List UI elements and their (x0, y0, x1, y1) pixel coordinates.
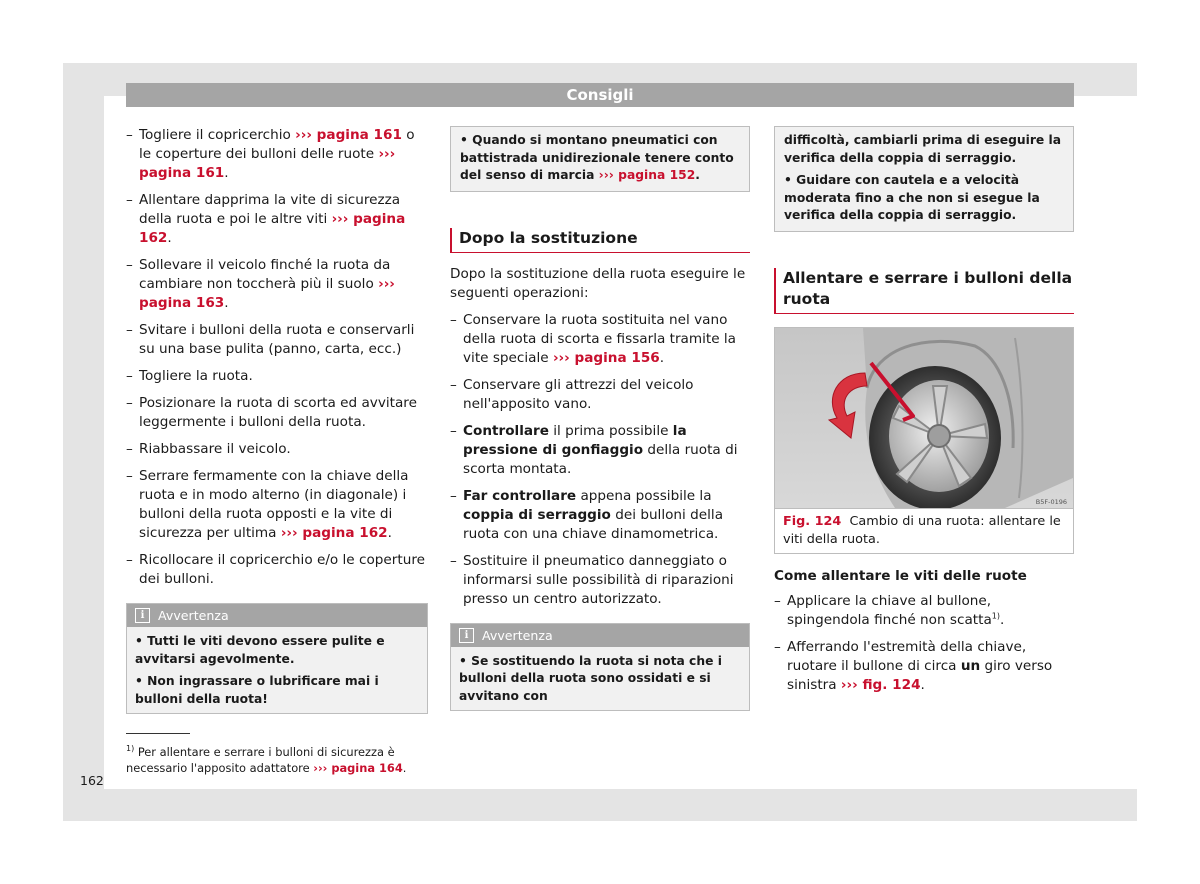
figure-code: B5F-0196 (1035, 497, 1067, 506)
text: . (659, 349, 665, 366)
text: Riabbassare il veicolo. (139, 441, 291, 457)
page-link[interactable] (599, 168, 696, 182)
link-marker: ››› (295, 127, 312, 143)
text: Svitare i bulloni della ruota e conservarli su una base pulita (panno, carta, ecc.) (139, 322, 415, 357)
list-item (126, 321, 428, 359)
section-title: Dopo la sostituzione (450, 228, 750, 253)
list-item (126, 467, 428, 543)
warning-text: • Non ingrassare o lubrificare mai i bulloni della ruota! (135, 674, 379, 706)
link-marker: ››› (331, 211, 349, 227)
note-box (450, 126, 750, 192)
list-item (774, 638, 1074, 695)
list-item (126, 367, 428, 386)
list-item (450, 311, 750, 368)
warning-box (450, 623, 750, 712)
bold-text: coppia di serraggio (463, 506, 611, 523)
list-dash: – (126, 368, 133, 384)
list-item (450, 376, 750, 414)
list-dash: – (126, 552, 133, 568)
list-item (450, 422, 750, 479)
warning-text: • Se sostituendo la ruota si nota che i bulloni della ruota sono ossidati e si avvitano con (459, 653, 722, 703)
link-text: pagina 162 (139, 211, 406, 246)
note-text: • Quando si montano pneumatici con battistrada unidirezionale tenere conto del senso di marcia (460, 133, 734, 182)
footnote-divider (126, 733, 190, 734)
info-icon: i (135, 608, 150, 623)
list-dash: – (126, 468, 133, 484)
list-item (126, 256, 428, 313)
page-link[interactable] (553, 350, 660, 366)
link-marker: ››› (552, 349, 570, 366)
figure-label: Fig. 124 (783, 513, 842, 529)
footnote-text: Per allentare e serrare i bulloni di sicurezza è necessario l'apposito adattatore (126, 745, 395, 775)
warning-body (127, 627, 427, 713)
text: Sostituire il pneumatico danneggiato o informarsi sulle possibilità di riparazioni presso un centro autorizzato. (463, 552, 734, 607)
list-dash: – (450, 422, 457, 439)
text: Ricollocare il copricerchio e/o le coperture dei bulloni. (139, 552, 425, 587)
text: . (224, 295, 229, 311)
note-text: • Guidare con cautela e a velocità moderata fino a che non si esegue la verifica della coppia di serraggio. (784, 173, 1040, 222)
list-dash: – (126, 441, 133, 457)
warning-label: Avvertenza (158, 608, 229, 623)
list-item (126, 440, 428, 459)
text: Sollevare il veicolo finché la ruota da cambiare non toccherà più il suolo (139, 257, 391, 292)
bold-text: Controllare (463, 422, 549, 439)
text: . (387, 525, 392, 541)
note-text: . (695, 168, 700, 182)
footnote-mark: 1) (126, 744, 135, 754)
text: . (224, 165, 229, 181)
list-item (126, 551, 428, 589)
list-dash: – (450, 552, 457, 569)
text: Conservare la ruota sostituita nel vano della ruota di scorta e fissarla tramite la vite speciale (463, 311, 737, 366)
link-text: pagina 163 (139, 295, 225, 311)
text: Serrare fermamente con la chiave della ruota e in modo alterno (in diagonale) i bulloni della ruota opposti e la vite di sicurezza per ultima (139, 468, 409, 541)
link-text: pagina 164 (331, 761, 403, 775)
bold-text: la pressione di gonfiaggio (463, 422, 687, 458)
link-text: pagina 162 (302, 525, 388, 541)
note-box (774, 126, 1074, 232)
list-dash: – (126, 192, 133, 208)
list-dash: – (450, 376, 457, 393)
text: . (920, 676, 925, 693)
list-item (126, 191, 428, 248)
column-left (126, 126, 428, 714)
link-text: pagina 161 (316, 127, 402, 143)
caption-text: Cambio di una ruota: allentare le viti della ruota. (783, 513, 1061, 547)
link-text: pagina 152 (618, 168, 696, 182)
link-marker: ››› (378, 276, 395, 292)
list-item (126, 394, 428, 432)
figure-link[interactable] (841, 677, 921, 693)
text: Togliere il copricerchio (139, 127, 296, 143)
page-number: 162 (80, 773, 104, 788)
list-dash: – (774, 638, 781, 655)
figure-caption (774, 509, 1074, 554)
text: giro verso sinistra (787, 657, 1053, 693)
text: appena possibile la (576, 487, 712, 504)
subheading: Come allentare le viti delle ruote (774, 567, 1027, 584)
warning-header (127, 604, 427, 627)
footnote (126, 744, 426, 776)
list-dash: – (126, 127, 133, 143)
link-text: pagina 161 (139, 165, 225, 181)
list-item (774, 592, 1074, 630)
text: o le coperture dei bulloni delle ruote (139, 127, 415, 162)
info-icon: i (459, 628, 474, 643)
text: il prima possibile (548, 422, 673, 439)
bold-text: un (960, 657, 981, 674)
footnote-end: . (402, 761, 407, 775)
link-marker: ››› (840, 676, 858, 693)
text: . (167, 230, 172, 246)
link-marker: ››› (378, 146, 396, 162)
list-dash: – (126, 257, 133, 273)
link-text: fig. 124 (862, 676, 921, 693)
note-text: difficoltà, cambiarli prima di eseguire la verifica della coppia di serraggio. (784, 133, 1062, 165)
text: dei bulloni della ruota con una chiave dinamometrica. (463, 506, 724, 542)
warning-text: • Tutti le viti devono essere pulite e avvitarsi agevolmente. (135, 634, 385, 666)
link-text: pagina 156 (574, 349, 660, 366)
text: Afferrando l'estremità della chiave, ruotare il bullone di circa (787, 638, 1027, 674)
header-title: Consigli (566, 86, 634, 104)
warning-label: Avvertenza (482, 627, 553, 643)
bold-text: Far controllare (463, 487, 577, 504)
warning-body (451, 647, 749, 711)
list-dash: – (450, 487, 457, 504)
list-dash: – (126, 395, 133, 411)
text: Allentare dapprima la vite di sicurezza della ruota e poi le altre viti (139, 192, 401, 227)
column-middle (450, 126, 750, 711)
footnote-ref[interactable]: 1) (991, 610, 1001, 620)
list-dash: – (774, 592, 781, 609)
link-marker: ››› (598, 168, 614, 182)
intro-text: Dopo la sostituzione della ruota eseguire le seguenti operazioni: (450, 265, 746, 301)
link-marker: ››› (313, 761, 328, 775)
list-dash: – (126, 322, 133, 338)
page-link[interactable] (281, 525, 388, 541)
list-item (450, 487, 750, 544)
text: Conservare gli attrezzi del veicolo nell'apposito vano. (463, 376, 694, 412)
text: Applicare la chiave al bullone, spingendola finché non scatta (787, 592, 992, 628)
page-header (126, 83, 1074, 107)
warning-header (451, 624, 749, 647)
text: Togliere la ruota. (139, 368, 253, 384)
text: Posizionare la ruota di scorta ed avvitare leggermente i bulloni della ruota. (139, 395, 417, 430)
text: . (1000, 611, 1005, 628)
column-right (774, 126, 1074, 703)
text: della ruota di scorta montata. (463, 441, 738, 477)
link-marker: ››› (280, 525, 298, 541)
page-link[interactable] (295, 127, 402, 143)
page-link[interactable] (313, 761, 403, 775)
list-dash: – (450, 311, 457, 328)
warning-box (126, 603, 428, 714)
list-item (126, 126, 428, 183)
wheel-illustration (775, 328, 1073, 508)
figure-image (774, 327, 1074, 509)
list-item (450, 552, 750, 609)
section-title: Allentare e serrare i bulloni della ruota (774, 268, 1074, 314)
